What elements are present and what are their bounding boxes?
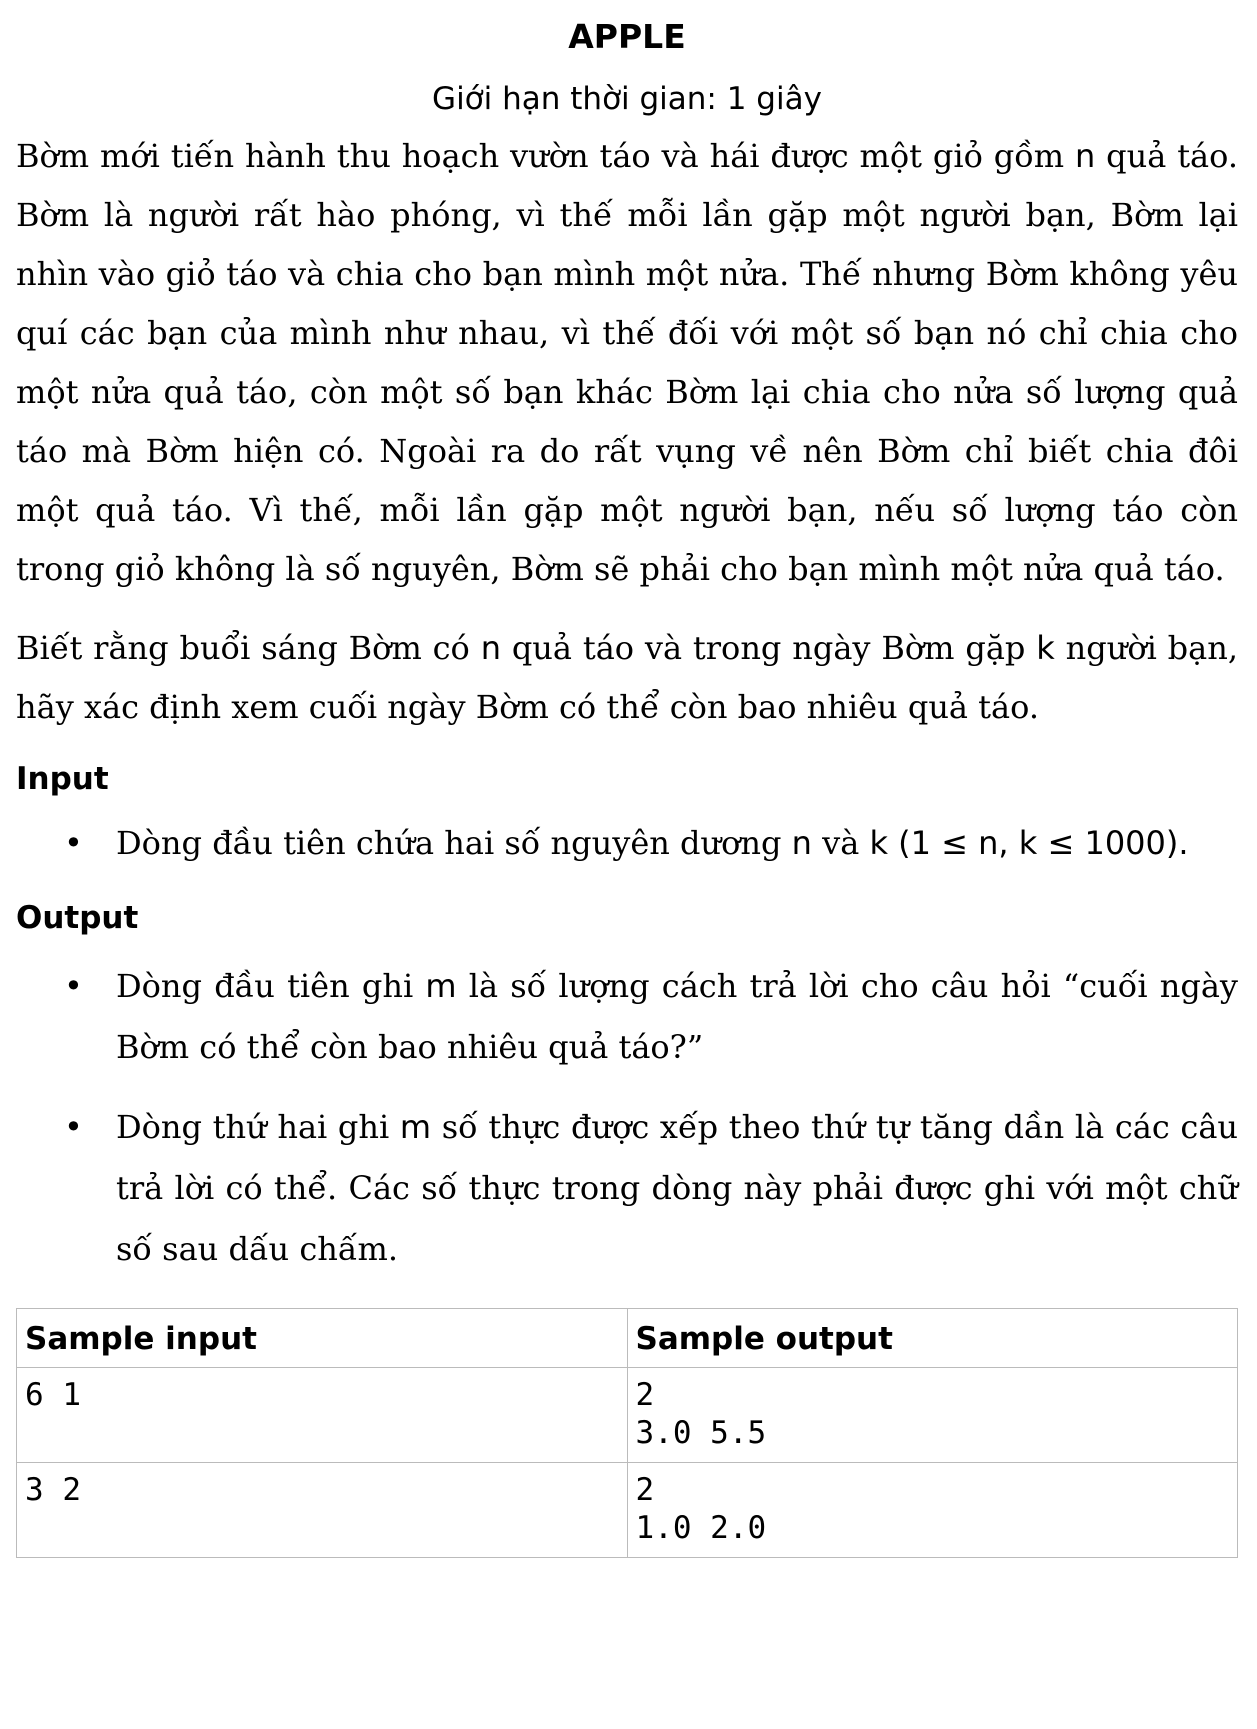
statement-paragraph-1 — [16, 127, 1238, 599]
item-text: Dòng đầu tiên chứa hai số nguyên dương — [116, 824, 792, 862]
sample-input-cell — [17, 1463, 628, 1558]
sample-line: 6 1 — [25, 1377, 81, 1413]
sample-line: 3.0 5.5 — [635, 1415, 767, 1451]
samples-table — [16, 1308, 1238, 1558]
statement-paragraph-2 — [16, 619, 1238, 737]
statement-text: người bạn, hãy xác định xem cuối ngày Bờm có thể còn bao nhiêu quả táo. — [16, 629, 1239, 726]
input-heading: Input — [16, 761, 109, 797]
statement-text: Biết rằng buổi sáng Bờm có — [16, 629, 481, 667]
item-text: là số lượng cách trả lời cho câu hỏi “cuối ngày Bờm có thể còn bao nhiêu quả táo?” — [116, 967, 1239, 1066]
input-list — [16, 813, 1238, 874]
sample-input-cell — [17, 1368, 628, 1463]
list-item — [16, 1097, 1238, 1280]
sample-line: 1.0 2.0 — [635, 1510, 767, 1546]
table-row — [17, 1368, 1238, 1463]
variable-n: n — [791, 824, 812, 862]
output-list — [16, 956, 1238, 1280]
output-heading: Output — [16, 900, 139, 936]
variable-n: n — [480, 629, 501, 667]
problem-page — [16, 0, 1238, 1558]
sample-line: 2 — [635, 1377, 655, 1413]
statement-text: Bờm mới tiến hành thu hoạch vườn táo và hái được một giỏ gồm — [16, 137, 1075, 175]
variable-n: n — [1075, 137, 1096, 175]
bullet-icon: • — [64, 1108, 83, 1146]
sample-line: 2 — [635, 1472, 655, 1508]
item-text: số thực được xếp theo thứ tự tăng dần là các câu trả lời có thể. Các số thực trong dòng này phải được ghi với một chữ số sau dấu chấm. — [116, 1108, 1238, 1268]
sample-output-cell — [627, 1368, 1238, 1463]
sample-line: 3 2 — [25, 1472, 81, 1508]
table-header-row — [17, 1309, 1238, 1368]
sample-output-header: Sample output — [627, 1309, 1238, 1368]
list-item — [16, 956, 1238, 1078]
time-limit: Giới hạn thời gian: 1 giây — [432, 81, 822, 117]
statement-text: quả táo. Bờm là người rất hào phóng, vì thế mỗi lần gặp một người bạn, Bờm lại nhìn vào giỏ táo và chia cho bạn mình một nửa. Thế nhưng Bờm không yêu quí các bạn của mình như nhau, vì thế đối với một số bạn nó chỉ chia cho một nửa quả táo, còn một số bạn khác Bờm lại chia cho nửa số lượng quả táo mà Bờm hiện có. Ngoài ra do rất vụng về nên Bờm chỉ biết chia đôi một quả táo. Vì thế, mỗi lần gặp một người bạn, nếu số lượng táo còn trong giỏ không là số nguyên, Bờm sẽ phải cho bạn mình một nửa quả táo. — [16, 137, 1239, 588]
item-text: và — [811, 824, 870, 862]
item-text: . — [1178, 824, 1189, 862]
bullet-icon: • — [64, 967, 83, 1005]
item-text: Dòng thứ hai ghi — [116, 1108, 400, 1146]
bullet-icon: • — [64, 824, 83, 862]
item-text: Dòng đầu tiên ghi — [116, 967, 426, 1005]
variable-k: k — [1036, 629, 1055, 667]
variable-m: m — [399, 1108, 432, 1146]
statement-text: quả táo và trong ngày Bờm gặp — [500, 629, 1037, 667]
problem-title: APPLE — [568, 17, 686, 56]
constraint-text: k (1 ≤ n, k ≤ 1000) — [869, 824, 1179, 862]
sample-input-header: Sample input — [17, 1309, 628, 1368]
table-row — [17, 1463, 1238, 1558]
list-item — [16, 813, 1238, 874]
variable-m: m — [425, 967, 457, 1005]
sample-output-cell — [627, 1463, 1238, 1558]
